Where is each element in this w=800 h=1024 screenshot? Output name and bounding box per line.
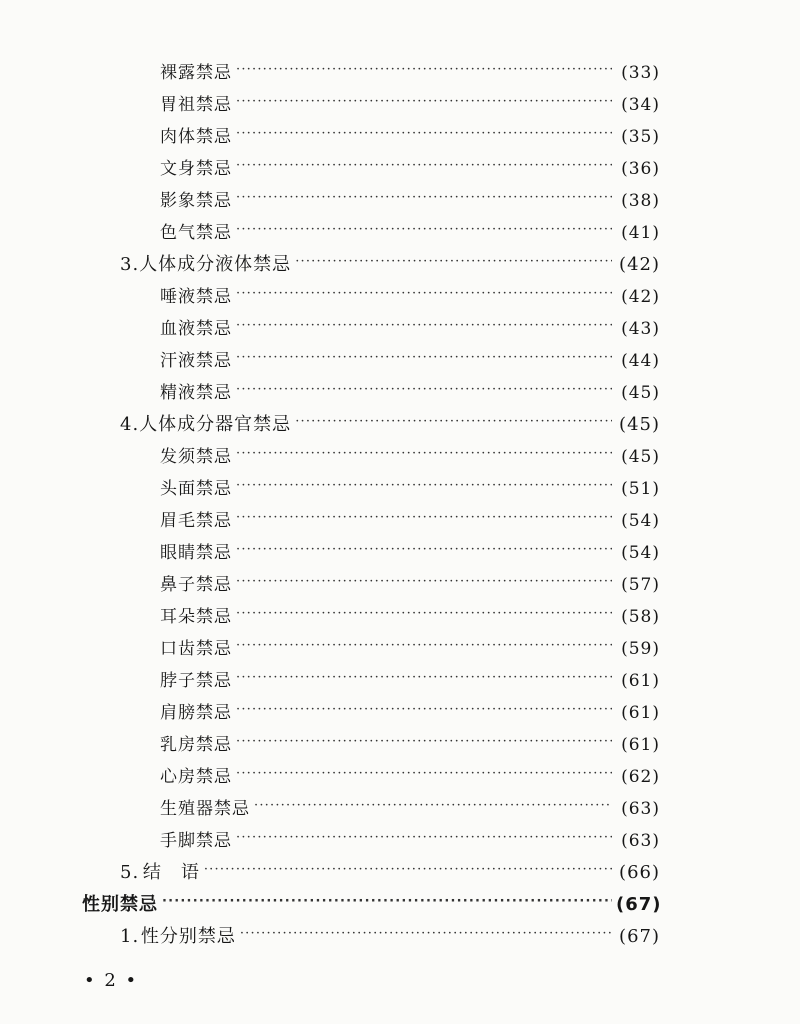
toc-entry	[0, 89, 800, 121]
toc-entry	[0, 889, 800, 921]
toc-entry-title: 唾液禁忌	[160, 287, 232, 307]
toc-entry-title: 血液禁忌	[160, 319, 232, 339]
toc-entry-title: 性分别禁忌	[140, 926, 236, 947]
toc-entry	[0, 633, 800, 665]
toc-entry-title: 乳房禁忌	[160, 735, 232, 755]
toc-entry-page: (34)	[621, 95, 660, 115]
dot-leader	[295, 417, 612, 433]
toc-entry-page: (42)	[621, 287, 660, 307]
page-number: • 2 •	[84, 970, 139, 991]
toc-entry-title: 手脚禁忌	[160, 831, 232, 851]
toc-entry-number: 5.	[120, 862, 140, 883]
toc-entry-title: 文身禁忌	[160, 159, 232, 179]
dot-leader	[236, 609, 612, 625]
toc-entry	[0, 569, 800, 601]
dot-leader	[236, 385, 612, 401]
toc-entry-title: 脖子禁忌	[160, 671, 232, 691]
toc-entry-title: 色气禁忌	[160, 223, 232, 243]
toc-entry	[0, 505, 800, 537]
toc-entry	[0, 793, 800, 825]
dot-leader	[162, 897, 612, 913]
toc-entry-page: (45)	[621, 383, 660, 403]
toc-entry-number: 3.	[120, 254, 140, 275]
toc-entry-page: (41)	[621, 223, 660, 243]
toc-entry-page: (61)	[621, 671, 660, 691]
toc-entry	[0, 377, 800, 409]
toc-entry	[0, 345, 800, 377]
toc-entry-title: 精液禁忌	[160, 383, 232, 403]
toc-entry-title: 人体成分液体禁忌	[139, 254, 292, 275]
toc-entry-title: 胃祖禁忌	[160, 95, 232, 115]
dot-leader	[254, 801, 612, 817]
toc-entry	[0, 921, 800, 953]
dot-leader	[236, 769, 612, 785]
toc-entry-page: (33)	[621, 63, 660, 83]
toc-entry-title: 影象禁忌	[160, 191, 232, 211]
toc-entry	[0, 729, 800, 761]
toc-entry	[0, 313, 800, 345]
toc-entry	[0, 601, 800, 633]
toc-entry	[0, 153, 800, 185]
dot-leader	[236, 449, 612, 465]
toc-entry-page: (61)	[621, 735, 660, 755]
toc-entry-title: 眉毛禁忌	[160, 511, 232, 531]
dot-leader	[236, 481, 612, 497]
toc-entry-page: (66)	[619, 862, 660, 883]
toc-entry	[0, 57, 800, 89]
table-of-contents	[0, 57, 800, 953]
toc-entry-title: 发须禁忌	[160, 447, 232, 467]
toc-entry	[0, 857, 800, 889]
dot-leader	[236, 545, 612, 561]
toc-entry	[0, 281, 800, 313]
dot-leader	[236, 193, 612, 209]
toc-entry	[0, 761, 800, 793]
toc-entry-number: 1.	[120, 926, 140, 947]
toc-entry	[0, 217, 800, 249]
dot-leader	[236, 225, 612, 241]
dot-leader	[236, 737, 612, 753]
toc-entry-title: 头面禁忌	[160, 479, 232, 499]
toc-entry-page: (54)	[621, 543, 660, 563]
toc-entry	[0, 537, 800, 569]
toc-entry-page: (35)	[621, 127, 660, 147]
toc-entry-title: 心房禁忌	[160, 767, 232, 787]
toc-entry-page: (57)	[621, 575, 660, 595]
toc-entry	[0, 473, 800, 505]
toc-entry-page: (51)	[621, 479, 660, 499]
toc-entry	[0, 121, 800, 153]
toc-entry-page: (44)	[621, 351, 660, 371]
dot-leader	[236, 833, 612, 849]
toc-entry-page: (63)	[621, 831, 660, 851]
dot-leader	[236, 97, 612, 113]
toc-entry-page: (59)	[621, 639, 660, 659]
toc-entry-title: 耳朵禁忌	[160, 607, 232, 627]
toc-entry	[0, 441, 800, 473]
dot-leader	[236, 161, 612, 177]
dot-leader	[204, 865, 612, 881]
toc-entry-title: 人体成分器官禁忌	[139, 414, 292, 435]
toc-entry-title: 生殖器禁忌	[160, 799, 250, 819]
toc-entry-page: (45)	[619, 414, 660, 435]
toc-entry-page: (42)	[619, 254, 660, 275]
dot-leader	[236, 289, 612, 305]
dot-leader	[236, 705, 612, 721]
toc-entry-page: (36)	[621, 159, 660, 179]
toc-entry-title: 肉体禁忌	[160, 127, 232, 147]
toc-entry-title: 口齿禁忌	[160, 639, 232, 659]
toc-entry	[0, 249, 800, 281]
toc-entry-number: 4.	[120, 414, 140, 435]
dot-leader	[236, 673, 612, 689]
toc-entry-title: 汗液禁忌	[160, 351, 232, 371]
toc-entry	[0, 185, 800, 217]
toc-entry-page: (45)	[621, 447, 660, 467]
toc-entry-page: (54)	[621, 511, 660, 531]
toc-entry	[0, 825, 800, 857]
toc-entry-title: 裸露禁忌	[160, 63, 232, 83]
toc-entry-title: 性别禁忌	[82, 894, 158, 915]
toc-entry	[0, 665, 800, 697]
toc-entry-page: (62)	[621, 767, 660, 787]
toc-entry-page: (67)	[619, 926, 660, 947]
dot-leader	[236, 513, 612, 529]
toc-entry-page: (67)	[616, 894, 662, 915]
dot-leader	[236, 641, 612, 657]
dot-leader	[236, 353, 612, 369]
dot-leader	[295, 257, 612, 273]
toc-entry	[0, 409, 800, 441]
toc-entry-page: (63)	[621, 799, 660, 819]
toc-entry	[0, 697, 800, 729]
toc-entry-title: 鼻子禁忌	[160, 575, 232, 595]
toc-entry-title: 肩膀禁忌	[160, 703, 232, 723]
toc-entry-page: (58)	[621, 607, 660, 627]
dot-leader	[240, 929, 612, 945]
toc-entry-page: (61)	[621, 703, 660, 723]
toc-entry-title: 结 语	[142, 862, 200, 883]
dot-leader	[236, 129, 612, 145]
dot-leader	[236, 321, 612, 337]
dot-leader	[236, 577, 612, 593]
toc-entry-title: 眼睛禁忌	[160, 543, 232, 563]
toc-entry-page: (38)	[621, 191, 660, 211]
toc-entry-page: (43)	[621, 319, 660, 339]
dot-leader	[236, 65, 612, 81]
